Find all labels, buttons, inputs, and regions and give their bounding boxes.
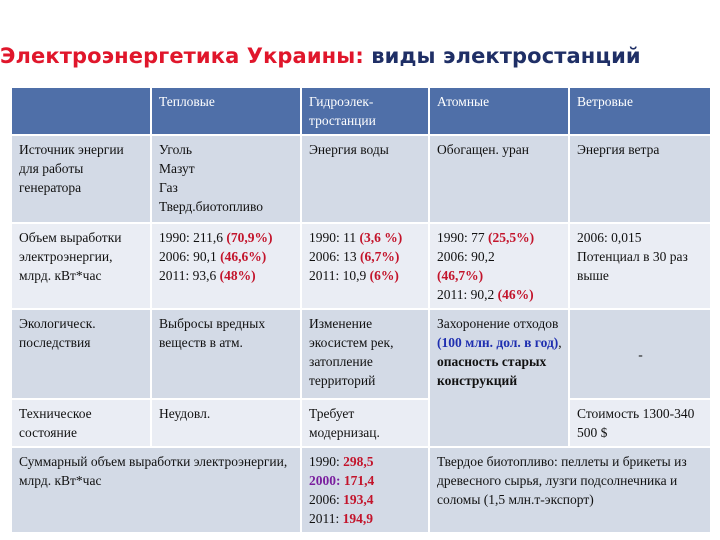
total-value: 193,4	[343, 492, 374, 507]
header-nuclear: Атомные	[429, 87, 569, 135]
total-year: 2006:	[309, 492, 344, 507]
ecology-hydro: Изменение экосистем рек, затопление территорий	[301, 309, 429, 399]
source-hydro: Энергия воды	[301, 135, 429, 223]
title-part-1: Электроэнергетика Украины:	[0, 44, 364, 68]
output-share: (3,6 %)	[359, 230, 403, 245]
table-header-row	[11, 87, 711, 135]
output-wind	[569, 223, 711, 309]
table-row-source	[11, 135, 711, 223]
total-values	[301, 447, 429, 533]
page-title	[0, 0, 720, 82]
tech-hydro: Требует модернизац.	[301, 399, 429, 447]
output-nuclear	[429, 223, 569, 309]
header-wind: Ветровые	[569, 87, 711, 135]
output-wind-note: Потенциал в 30 раз выше	[577, 249, 688, 283]
ecology-nuclear-waste: Захоронение отходов	[437, 316, 559, 331]
row-label-total: Суммарный объем выработки электроэнергии, млрд. кВт*час	[11, 447, 301, 533]
output-value: 2011: 93,6	[159, 268, 220, 283]
total-year: 2000:	[309, 473, 344, 488]
total-biofuel-note: Твердое биотопливо: пеллеты и брикеты из древесного сырья, лузги подсолнечника и соломы (1,5 млн.т-экспорт)	[429, 447, 711, 533]
source-thermal-item: Мазут	[159, 161, 195, 176]
tech-wind: Стоимость 1300-340 500 $	[569, 399, 711, 447]
output-share: (70,9%)	[226, 230, 273, 245]
table-row-ecology	[11, 309, 711, 399]
row-label-source: Источник энергии для работы генератора	[11, 135, 151, 223]
ecology-nuclear-cost: (100 млн. дол. в год)	[437, 335, 559, 350]
total-value: 171,4	[343, 473, 375, 488]
power-plants-table	[10, 86, 712, 534]
title-part-2: виды электростанций	[371, 44, 641, 68]
output-share: (46%)	[497, 287, 534, 302]
output-value: 2011: 10,9	[309, 268, 370, 283]
header-empty	[11, 87, 151, 135]
row-label-output: Объем выработки электроэнергии, млрд. кВт*час	[11, 223, 151, 309]
output-share: (46,7%)	[437, 268, 484, 283]
total-value: 194,9	[342, 511, 373, 526]
output-value: 1990: 11	[309, 230, 360, 245]
output-share: (25,5%)	[488, 230, 535, 245]
output-share: (46,6%)	[220, 249, 267, 264]
source-thermal-item: Тверд.биотопливо	[159, 199, 264, 214]
header-thermal: Тепловые	[151, 87, 301, 135]
output-value: 2011: 90,2	[437, 287, 498, 302]
total-year: 2011:	[309, 511, 343, 526]
table-row-total	[11, 447, 711, 533]
ecology-nuclear: Захоронение отходов (100 млн. дол. в год), опасность старых конструкций	[429, 309, 569, 447]
table-row-tech	[11, 399, 711, 447]
output-wind-value: 2006: 0,015	[577, 230, 642, 245]
output-value: 1990: 77	[437, 230, 489, 245]
row-label-ecology: Экологическ. последствия	[11, 309, 151, 399]
output-value: 2006: 90,1	[159, 249, 221, 264]
total-value: 298,5	[343, 454, 374, 469]
tech-thermal: Неудовл.	[151, 399, 301, 447]
output-value: 1990: 211,6	[159, 230, 227, 245]
ecology-thermal: Выбросы вредных веществ в атм.	[151, 309, 301, 399]
output-share: (6%)	[369, 268, 399, 283]
source-thermal	[151, 135, 301, 223]
output-value: 2006: 13	[309, 249, 361, 264]
output-share: (6,7%)	[360, 249, 400, 264]
table-row-output	[11, 223, 711, 309]
source-thermal-item: Газ	[159, 180, 178, 195]
ecology-wind: -	[569, 309, 711, 399]
output-share: (48%)	[219, 268, 256, 283]
source-thermal-item: Уголь	[159, 142, 193, 157]
total-year: 1990:	[309, 454, 344, 469]
ecology-nuclear-danger: опасность старых конструкций	[437, 354, 547, 388]
output-hydro	[301, 223, 429, 309]
output-thermal	[151, 223, 301, 309]
source-wind: Энергия ветра	[569, 135, 711, 223]
row-label-tech: Техническое состояние	[11, 399, 151, 447]
header-hydro: Гидроэлек-тростанции	[301, 87, 429, 135]
output-value: 2006: 90,2	[437, 249, 495, 264]
source-nuclear: Обогащен. уран	[429, 135, 569, 223]
